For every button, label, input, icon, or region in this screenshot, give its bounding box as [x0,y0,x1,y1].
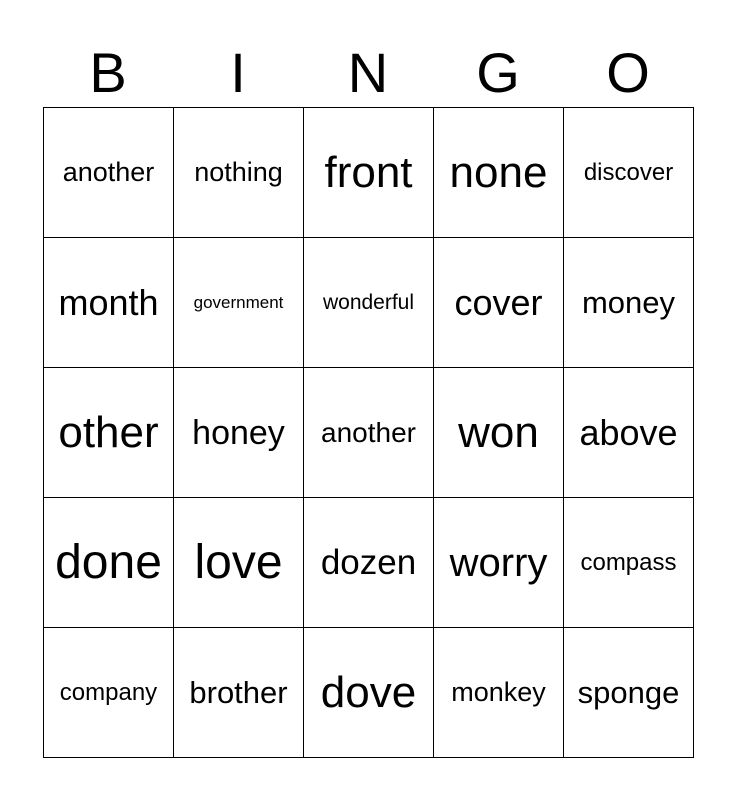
bingo-cell: wonderful [304,238,434,368]
bingo-cell: cover [434,238,564,368]
bingo-cell: dove [304,628,434,758]
bingo-cell: love [174,498,304,628]
bingo-header [43,38,693,108]
bingo-cell: government [174,238,304,368]
bingo-cell: won [434,368,564,498]
bingo-cell: compass [564,498,694,628]
bingo-cell: another [44,108,174,238]
header-letter-o: O [606,41,650,104]
bingo-cell: money [564,238,694,368]
bingo-cell: other [44,368,174,498]
bingo-cell: honey [174,368,304,498]
bingo-cell: done [44,498,174,628]
bingo-card [43,107,694,758]
bingo-cell: none [434,108,564,238]
bingo-cell: month [44,238,174,368]
bingo-cell: brother [174,628,304,758]
bingo-cell: monkey [434,628,564,758]
bingo-cell: dozen [304,498,434,628]
header-letter-b: B [89,41,127,104]
header-letter-n: N [347,41,389,104]
bingo-cell: nothing [174,108,304,238]
header-letter-g: G [476,41,520,104]
bingo-cell: sponge [564,628,694,758]
bingo-cell: worry [434,498,564,628]
bingo-cell: front [304,108,434,238]
bingo-cell: discover [564,108,694,238]
bingo-cell: another [304,368,434,498]
bingo-cell: company [44,628,174,758]
bingo-cell: above [564,368,694,498]
header-letter-i: I [230,41,246,104]
